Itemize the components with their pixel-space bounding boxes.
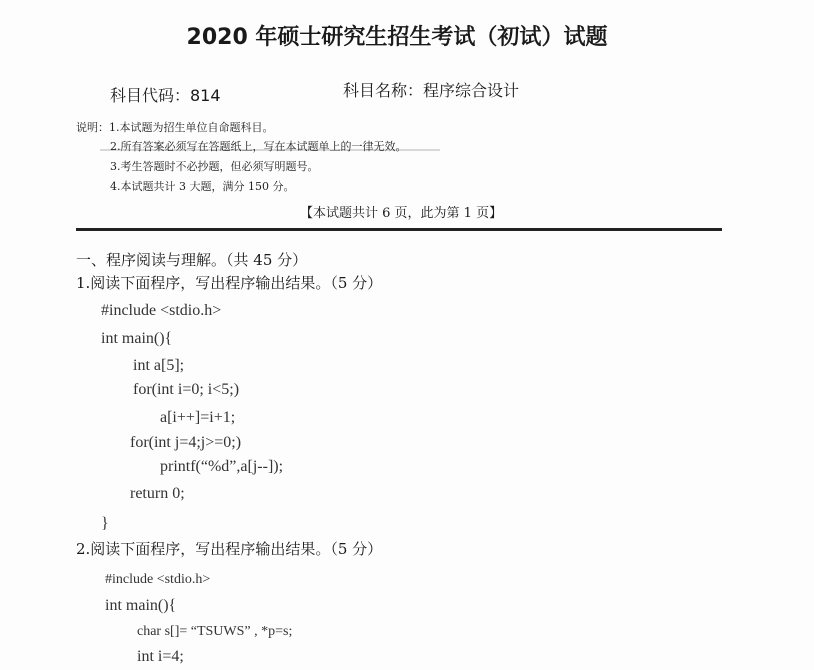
code-line: #include <stdio.h> (101, 302, 222, 319)
note-2: 2.所有答案必须写在答题纸上，写在本试题单上的一律无效。 (110, 140, 407, 153)
question-2-prompt: 2.阅读下面程序，写出程序输出结果。（5 分） (76, 540, 383, 558)
note-3: 3.考生答题时不必抄题，但必须写明题号。 (110, 160, 319, 173)
code-line: for(int j=4;j>=0;) (130, 434, 242, 451)
note-4: 4.本试题共计 3 大题，满分 150 分。 (110, 180, 295, 193)
code-line: #include <stdio.h> (105, 572, 211, 587)
code-line: printf(“%d”,a[j--]); (160, 458, 284, 475)
code-line: int main(){ (101, 330, 173, 347)
note-1: 说明：1.本试题为招生单位自命题科目。 (76, 121, 274, 134)
code-line: for(int i=0; i<5;) (133, 381, 240, 398)
code-line: char s[]= “TSUWS” , *p=s; (137, 624, 293, 639)
code-line: return 0; (130, 485, 185, 502)
page-info: 【本试题共计 6 页，此为第 1 页】 (300, 206, 503, 221)
code-line: } (101, 515, 109, 532)
divider (76, 228, 722, 231)
question-1-prompt: 1.阅读下面程序，写出程序输出结果。（5 分） (76, 274, 383, 292)
subject-code: 科目代码：814 (110, 86, 221, 105)
exam-title: 2020 年硕士研究生招生考试（初试）试题 (186, 25, 608, 50)
code-line: int main(){ (105, 597, 177, 614)
code-line: a[i++]=i+1; (160, 409, 236, 426)
code-line: int a[5]; (133, 357, 185, 374)
section-heading: 一、程序阅读与理解。（共 45 分） (76, 251, 308, 269)
code-line: int i=4; (137, 648, 184, 665)
subject-name: 科目名称：程序综合设计 (343, 81, 520, 100)
